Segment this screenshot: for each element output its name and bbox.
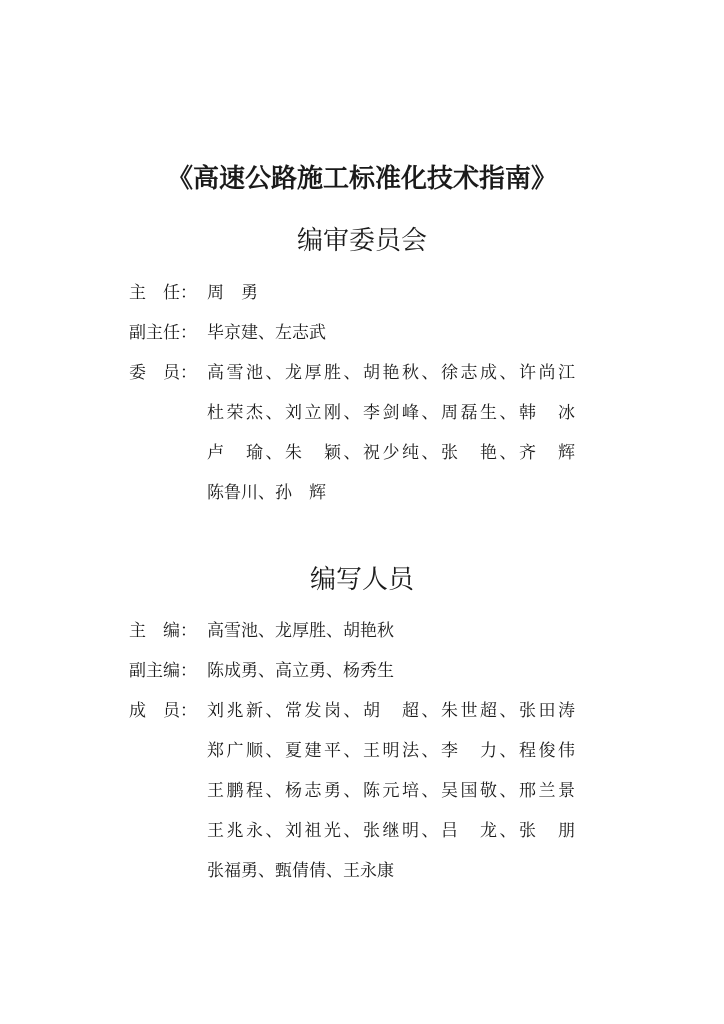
role-label-chief-editor: 主 编：	[129, 621, 197, 641]
name-line: 高雪池、龙厚胜、胡艳秋、徐志成、许尚江	[207, 363, 575, 383]
committee-row-director	[129, 273, 599, 313]
names-director	[207, 273, 599, 313]
name-line: 郑广顺、夏建平、王明法、李 力、程俊伟	[207, 741, 575, 761]
name-line: 王兆永、刘祖光、张继明、吕 龙、张 朋	[207, 821, 575, 841]
name-line: 杜荣杰、刘立刚、李剑峰、周磊生、韩 冰	[207, 403, 575, 423]
name-line: 卢 瑜、朱 颖、祝少纯、张 艳、齐 辉	[207, 443, 575, 463]
names-writer-members	[207, 691, 599, 891]
committee-row-members	[129, 353, 599, 513]
name-line: 毕京建、左志武	[207, 323, 326, 343]
committee-heading: 编审委员会	[296, 226, 427, 256]
role-label-writer-members: 成 员：	[129, 701, 197, 721]
role-label-members: 委 员：	[129, 363, 197, 383]
writers-section	[129, 611, 599, 891]
role-label-deputy-editor: 副主编：	[129, 661, 197, 681]
names-deputy-director	[207, 313, 599, 353]
names-chief-editor	[207, 611, 599, 651]
names-members	[207, 353, 599, 513]
name-line: 周 勇	[207, 283, 258, 303]
role-label-director: 主 任：	[129, 283, 197, 303]
name-line: 陈鲁川、孙 辉	[207, 483, 326, 503]
writers-heading: 编写人员	[309, 565, 414, 595]
name-line: 陈成勇、高立勇、杨秀生	[207, 661, 394, 681]
name-line: 高雪池、龙厚胜、胡艳秋	[207, 621, 394, 641]
name-line: 刘兆新、常发岗、胡 超、朱世超、张田涛	[207, 701, 575, 721]
document-title: 《高速公路施工标准化技术指南》	[166, 164, 557, 194]
writers-row-members	[129, 691, 599, 891]
writers-row-chief-editor	[129, 611, 599, 651]
writers-row-deputy-editor	[129, 651, 599, 691]
name-line: 王鹏程、杨志勇、陈元培、吴国敬、邢兰景	[207, 781, 575, 801]
role-label-deputy-director: 副主任：	[129, 323, 197, 343]
names-deputy-editor	[207, 651, 599, 691]
committee-row-deputy-director	[129, 313, 599, 353]
committee-section	[129, 273, 599, 513]
name-line: 张福勇、甄倩倩、王永康	[207, 861, 394, 881]
